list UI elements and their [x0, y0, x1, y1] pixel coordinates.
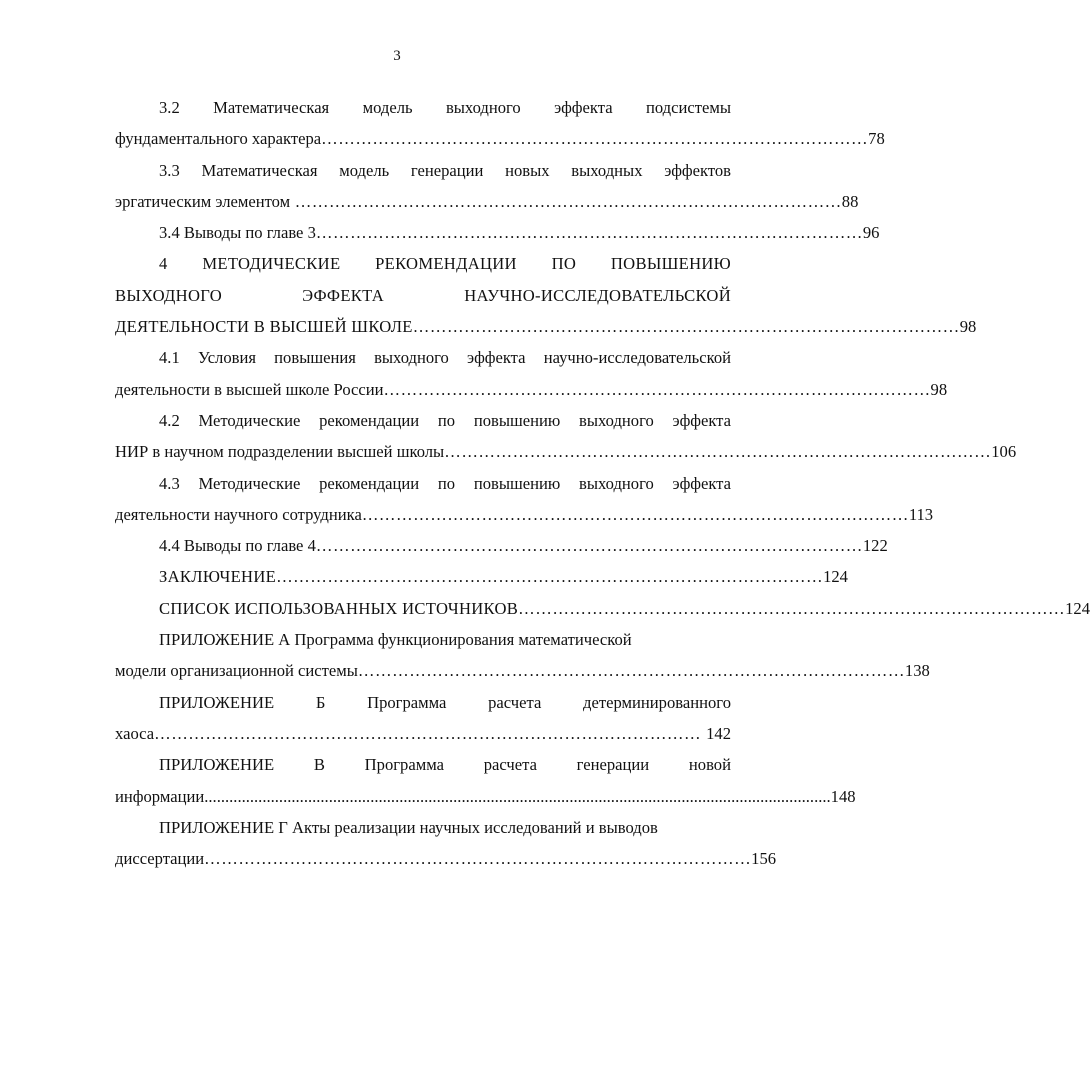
toc-appendix-g-continuation: диссертации: [115, 849, 205, 869]
toc-references-title: СПИСОК ИСПОЛЬЗОВАННЫХ ИСТОЧНИКОВ: [159, 598, 519, 618]
toc-appendix-g-title: ПРИЛОЖЕНИЕ Г Акты реализации научных исследований и выводов: [159, 817, 658, 837]
dot-leader: ……………………………………………………………………………………: [444, 442, 992, 462]
toc-entry-4-3-title: 4.3 Методические рекомендации по повышению выходного эффекта: [159, 473, 731, 493]
toc-entry-3-3-line: [115, 186, 859, 217]
dot-leader: ……………………………………………………………………………………: [276, 567, 824, 587]
toc-references-line: [115, 593, 1090, 624]
toc-entry-4-3-continuation: деятельности научного сотрудника: [115, 504, 362, 524]
toc-chapter-4-continuation: ВЫХОДНОГО ЭФФЕКТА НАУЧНО-ИССЛЕДОВАТЕЛЬСКОЙ: [115, 285, 731, 305]
toc-appendix-v-line: [115, 781, 856, 812]
toc-entry-4-2-line: [115, 436, 1017, 467]
toc-entry-3-4-title: 3.4 Выводы по главе 3: [159, 223, 316, 243]
toc-appendix-a-continuation: модели организационной системы: [115, 661, 358, 681]
toc-entry-3-2-page: 78: [868, 129, 885, 149]
toc-chapter-4-title: 4 МЕТОДИЧЕСКИЕ РЕКОМЕНДАЦИИ ПО ПОВЫШЕНИЮ: [159, 254, 731, 274]
toc-appendix-g-page: 156: [751, 849, 777, 869]
toc-entry-3-4-line: [115, 217, 880, 248]
toc-entry-3-3-continuation: эргатическим элементом: [115, 191, 291, 211]
toc-entry-4-3-page: 113: [908, 504, 934, 524]
toc-appendix-g-line: [115, 843, 777, 874]
toc-entry-3-2-continuation: фундаментального характера: [115, 129, 322, 149]
dot-leader: .......................................................................................................................................................: [204, 786, 831, 806]
toc-entry-3-3-page: 88: [841, 191, 859, 211]
toc-entry-4-1-line: [115, 374, 948, 405]
toc-entry-3-4-page: 96: [862, 223, 880, 243]
dot-leader: ……………………………………………………………………………………: [383, 379, 931, 399]
toc-entry-4-1-title: 4.1 Условия повышения выходного эффекта научно-исследовательской: [159, 348, 731, 368]
toc-appendix-b-page: 142: [706, 723, 731, 743]
toc-appendix-v-continuation: информации: [115, 786, 205, 806]
toc-appendix-a-title: ПРИЛОЖЕНИЕ А Программа функционирования математической: [159, 630, 632, 650]
toc-entry-4-1-continuation: деятельности в высшей школе России: [115, 379, 384, 399]
dot-leader: ……………………………………………………………………………………: [315, 536, 863, 556]
toc-references-page: 124: [1065, 598, 1090, 618]
toc-appendix-a-line: [115, 655, 930, 686]
toc-chapter-4-continuation-2: ДЕЯТЕЛЬНОСТИ В ВЫСШЕЙ ШКОЛЕ: [115, 317, 413, 337]
dot-leader: ……………………………………………………………………………………: [518, 598, 1066, 618]
toc-entry-3-2-line: [115, 123, 885, 154]
toc-entry-4-4-page: 122: [862, 536, 888, 556]
toc-conclusion-line: [115, 561, 848, 592]
toc-conclusion-page: 124: [823, 567, 848, 587]
toc-appendix-v-title: ПРИЛОЖЕНИЕ В Программа расчета генерации новой: [159, 755, 731, 775]
dot-leader: ……………………………………………………………………………………: [154, 723, 702, 743]
toc-entry-3-3-title: 3.3 Математическая модель генерации новых выходных эффектов: [159, 160, 731, 180]
dot-leader: ……………………………………………………………………………………: [315, 223, 863, 243]
toc-entry-4-2-title: 4.2 Методические рекомендации по повышению выходного эффекта: [159, 410, 731, 430]
dot-leader: ……………………………………………………………………………………: [290, 191, 842, 211]
toc-chapter-4-line: [115, 311, 977, 342]
toc-entry-4-4-line: [115, 530, 888, 561]
dot-leader: ……………………………………………………………………………………: [204, 849, 752, 869]
table-of-contents: [115, 92, 1090, 874]
toc-entry-4-2-continuation: НИР в научном подразделении высшей школы: [115, 442, 445, 462]
toc-entry-4-2-page: 106: [991, 442, 1017, 462]
toc-appendix-b-line: [115, 718, 731, 749]
dot-leader: ……………………………………………………………………………………: [357, 661, 905, 681]
toc-appendix-b-title: ПРИЛОЖЕНИЕ Б Программа расчета детерминированного: [159, 692, 731, 712]
toc-entry-4-1-page: 98: [930, 379, 948, 399]
dot-leader: ……………………………………………………………………………………: [361, 504, 909, 524]
toc-entry-4-3-line: [115, 499, 934, 530]
toc-conclusion-title: ЗАКЛЮЧЕНИЕ: [159, 567, 277, 587]
toc-appendix-a-page: 138: [904, 661, 930, 681]
page-number: 3: [393, 48, 401, 64]
toc-appendix-v-page: 148: [830, 786, 856, 806]
dot-leader: ……………………………………………………………………………………: [412, 317, 960, 337]
dot-leader: ……………………………………………………………………………………: [321, 129, 869, 149]
toc-entry-4-4-title: 4.4 Выводы по главе 4: [159, 536, 316, 556]
toc-chapter-4-page: 98: [959, 317, 977, 337]
toc-entry-3-2-title: 3.2 Математическая модель выходного эффекта подсистемы: [159, 98, 731, 117]
toc-appendix-b-continuation: хаоса: [115, 723, 155, 743]
